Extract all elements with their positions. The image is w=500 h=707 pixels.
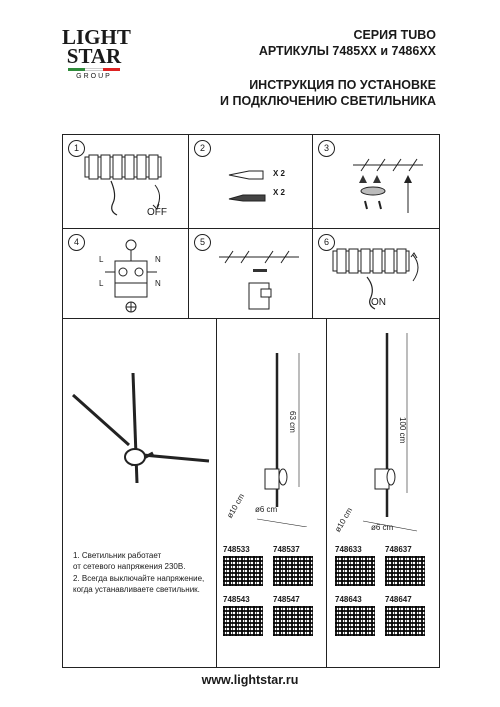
fixture-perspective-icon [69,369,215,489]
fixture-mount-icon [209,241,309,317]
small-tube-diameter: ø10 cm [225,492,247,520]
screws-dowels-icon [227,163,267,203]
qr-code-748637 [385,556,425,586]
code-748633: 748633 [335,545,362,554]
large-height-label: 100 cm [398,417,407,444]
screw-quantity: X 2 [273,188,286,197]
qr-code-748537 [273,556,313,586]
step-2-cell [189,135,313,229]
step-4-cell [63,229,189,319]
code-748547: 748547 [273,595,300,604]
step-4-number: 4 [68,234,85,251]
brand-logo [62,25,131,100]
step-2-number: 2 [194,140,211,157]
product-illustration-cell [63,319,217,667]
note-line-1: 1. Светильник работает [73,551,162,560]
qr-code-748647 [385,606,425,636]
instruction-title-line2: И ПОДКЛЮЧЕНИЮ СВЕТИЛЬНИКА [220,94,436,108]
note-line-4: когда устанавливаете светильник. [73,585,200,594]
live-label-top: L [99,255,104,264]
logo-word-group: GROUP [76,73,112,80]
instruction-grid [62,134,440,668]
article-numbers: АРТИКУЛЫ 7485XX и 7486XX [258,44,436,58]
series-title: СЕРИЯ TUBO [353,28,436,42]
qr-code-748533 [223,556,263,586]
logo-word-star: STAR [66,44,122,68]
step-3-cell [313,135,439,229]
qr-code-748543 [223,606,263,636]
note-line-2: от сетевого напряжения 230В. [73,562,186,571]
code-748537: 748537 [273,545,300,554]
large-fixture-dimension-drawing [333,325,433,535]
code-748533: 748533 [223,545,250,554]
note-line-3: 2. Всегда выключайте напряжение, [73,574,205,583]
step-1-cell [63,135,189,229]
off-label: OFF [147,207,167,218]
step-1-number: 1 [68,140,85,157]
large-base-diameter: ø6 cm [371,523,394,532]
step-6-cell [313,229,439,319]
logo-word-light: LIGHT [62,25,131,49]
step-3-number: 3 [318,140,335,157]
code-748543: 748543 [223,595,250,604]
on-label: ON [371,297,386,308]
code-748643: 748643 [335,595,362,604]
step-5-cell [189,229,313,319]
qr-code-748633 [335,556,375,586]
dowel-quantity: X 2 [273,169,286,178]
neutral-label-bottom: N [155,279,161,288]
logo-flag [68,68,120,71]
code-748647: 748647 [385,595,412,604]
small-height-label: 63 cm [288,411,297,433]
instruction-title-line1: ИНСТРУКЦИЯ ПО УСТАНОВКЕ [249,78,436,92]
terminal-block-icon [101,235,161,317]
step-5-number: 5 [194,234,211,251]
ceiling-mount-icon [333,149,433,221]
qr-code-748547 [273,606,313,636]
neutral-label-top: N [155,255,161,264]
website-link[interactable]: www.lightstar.ru [201,673,299,687]
large-tube-diameter: ø10 cm [333,506,355,534]
qr-code-748643 [335,606,375,636]
code-748637: 748637 [385,545,412,554]
large-model-cell [327,319,439,667]
small-model-cell [217,319,327,667]
breaker-off-icon [83,153,183,225]
small-base-diameter: ø6 cm [255,505,278,514]
live-label-bottom: L [99,279,104,288]
step-6-number: 6 [318,234,335,251]
